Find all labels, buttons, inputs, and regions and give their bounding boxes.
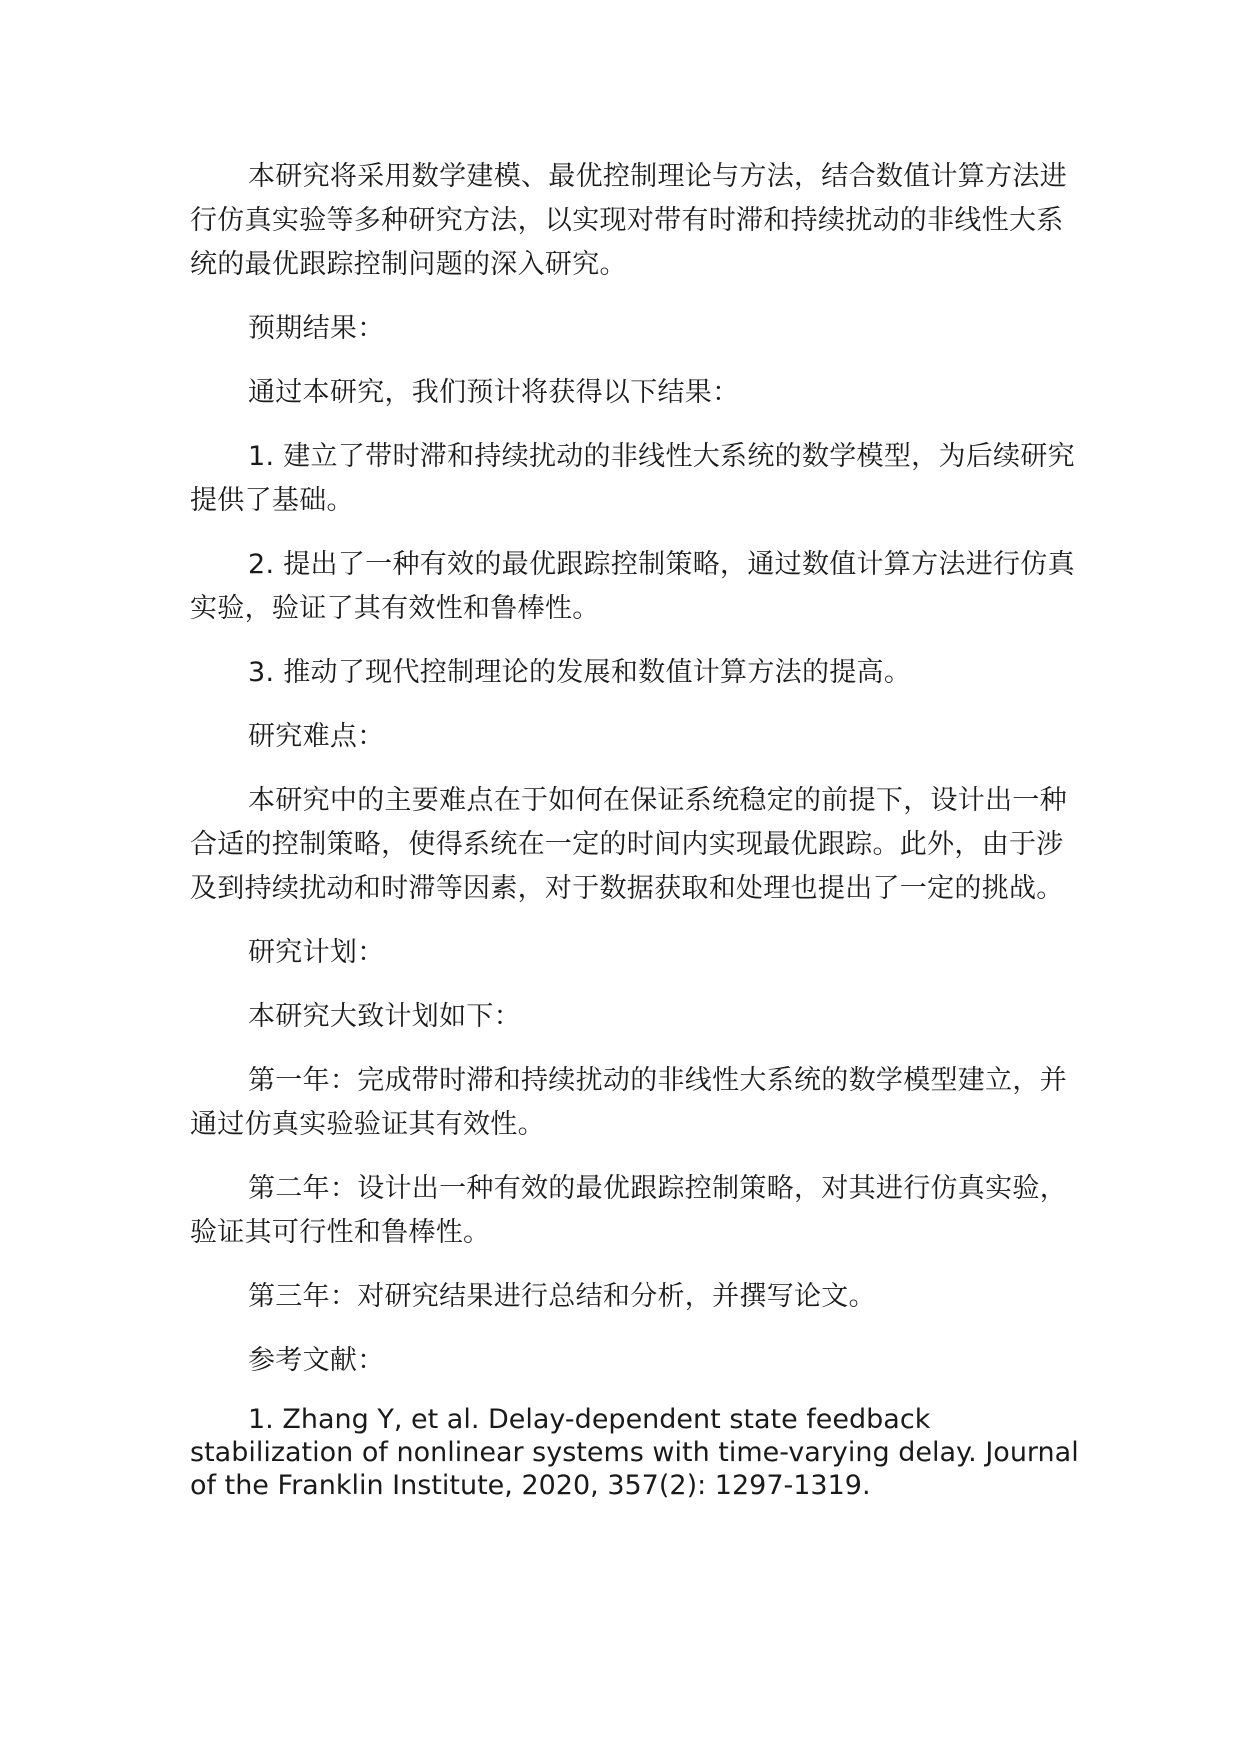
paragraph-methods: 本研究将采用数学建模、最优控制理论与方法，结合数值计算方法进行仿真实验等多种研究方法，以实现对带有时滞和持续扰动的非线性大系统的最优跟踪控制问题的深入研究。 xyxy=(190,161,1067,280)
heading-expected-results: 预期结果： xyxy=(248,313,385,344)
paragraph-results-intro: 通过本研究，我们预计将获得以下结果： xyxy=(248,377,740,408)
plan-year-2: 第二年：设计出一种有效的最优跟踪控制策略，对其进行仿真实验，验证其可行性和鲁棒性。 xyxy=(190,1173,1067,1248)
plan-year-3: 第三年：对研究结果进行总结和分析，并撰写论文。 xyxy=(248,1281,876,1312)
plan-year-1: 第一年：完成带时滞和持续扰动的非线性大系统的数学模型建立，并通过仿真实验验证其有效性。 xyxy=(190,1065,1067,1140)
reference-item-1: 1. Zhang Y, et al. Delay-dependent state feedback stabilization of nonlinear systems with time-varying delay. Journal of the Franklin Institute, 2020, 357(2): 1297-1319. xyxy=(190,1404,1079,1501)
result-item-1: 1. 建立了带时滞和持续扰动的非线性大系统的数学模型，为后续研究提供了基础。 xyxy=(190,441,1075,516)
paragraph-difficulties: 本研究中的主要难点在于如何在保证系统稳定的前提下，设计出一种合适的控制策略，使得系统在一定的时间内实现最优跟踪。此外，由于涉及到持续扰动和时滞等因素，对于数据获取和处理也提出了一定的挑战。 xyxy=(190,785,1067,904)
heading-references: 参考文献： xyxy=(248,1345,385,1376)
heading-research-plan: 研究计划： xyxy=(248,937,385,968)
result-item-3: 3. 推动了现代控制理论的发展和数值计算方法的提高。 xyxy=(248,657,912,688)
heading-difficulties: 研究难点： xyxy=(248,721,385,752)
document-body xyxy=(190,155,1090,1502)
paragraph-plan-intro: 本研究大致计划如下： xyxy=(248,1001,521,1032)
result-item-2: 2. 提出了一种有效的最优跟踪控制策略，通过数值计算方法进行仿真实验，验证了其有效性和鲁棒性。 xyxy=(190,549,1075,624)
